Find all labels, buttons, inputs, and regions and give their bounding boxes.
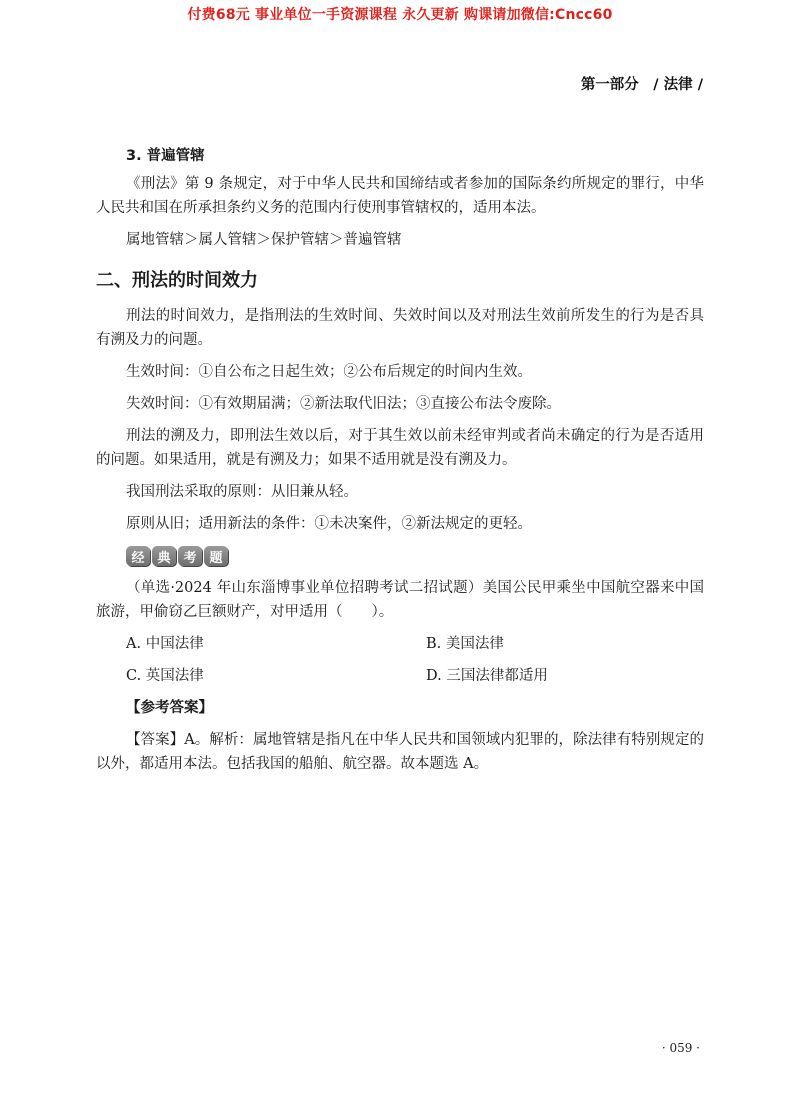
- paragraph-article-9: 《刑法》第 9 条规定，对于中华人民共和国缔结或者参加的国际条约所规定的罪行，中华人民共和国在所承担条约义务的范围内行使刑事管辖权的，适用本法。: [96, 176, 704, 216]
- answer-options: [96, 632, 704, 688]
- option-d: D. 三国法律都适用: [426, 668, 548, 684]
- section-heading-universal-jurisdiction: 3. 普遍管辖: [126, 148, 205, 164]
- running-head: 第一部分 / 法律 /: [580, 77, 703, 93]
- paragraph-expiry-time: 失效时间：①有效期届满；②新法取代旧法；③直接公布法令废除。: [126, 396, 561, 412]
- classic-exam-badge: [126, 546, 704, 566]
- paragraph-jurisdiction-order: 属地管辖＞属人管辖＞保护管辖＞普遍管辖: [126, 232, 402, 248]
- option-a: A. 中国法律: [126, 636, 204, 652]
- paragraph-effective-time: 生效时间：①自公布之日起生效；②公布后规定的时间内生效。: [126, 364, 532, 380]
- option-c: C. 英国法律: [126, 668, 204, 684]
- badge-char: 考: [178, 546, 202, 566]
- reference-answer-title: 【参考答案】: [126, 700, 213, 716]
- page-number: · 059 ·: [661, 1041, 700, 1055]
- page-content: [96, 144, 704, 784]
- paragraph-principle: 我国刑法采取的原则：从旧兼从轻。: [126, 484, 358, 500]
- paragraph-retroactivity: 刑法的溯及力，即刑法生效以后，对于其生效以前未经审判或者尚未确定的行为是否适用的问题。如果适用，就是有溯及力；如果不适用就是没有溯及力。: [96, 428, 704, 468]
- badge-char: 经: [126, 546, 150, 566]
- answer-explanation: 【答案】A。解析：属地管辖是指凡在中华人民共和国领域内犯罪的，除法律有特别规定的以外，都适用本法。包括我国的船舶、航空器。故本题选 A。: [96, 732, 704, 772]
- watermark-banner: 付费68元 事业单位一手资源课程 永久更新 购课请加微信:Cncc60: [187, 7, 613, 23]
- badge-char: 典: [152, 546, 176, 566]
- badge-char: 题: [204, 546, 228, 566]
- option-b: B. 美国法律: [426, 636, 504, 652]
- question-stem: （单选·2024 年山东淄博事业单位招聘考试二招试题）美国公民甲乘坐中国航空器来中国旅游，甲偷窃乙巨额财产，对甲适用（ ）。: [96, 580, 704, 620]
- paragraph-time-effect-definition: 刑法的时间效力，是指刑法的生效时间、失效时间以及对刑法生效前所发生的行为是否具有溯及力的问题。: [96, 308, 704, 348]
- section-heading-time-effect: 二、刑法的时间效力: [96, 270, 258, 291]
- paragraph-principle-conditions: 原则从旧；适用新法的条件：①未决案件，②新法规定的更轻。: [126, 516, 532, 532]
